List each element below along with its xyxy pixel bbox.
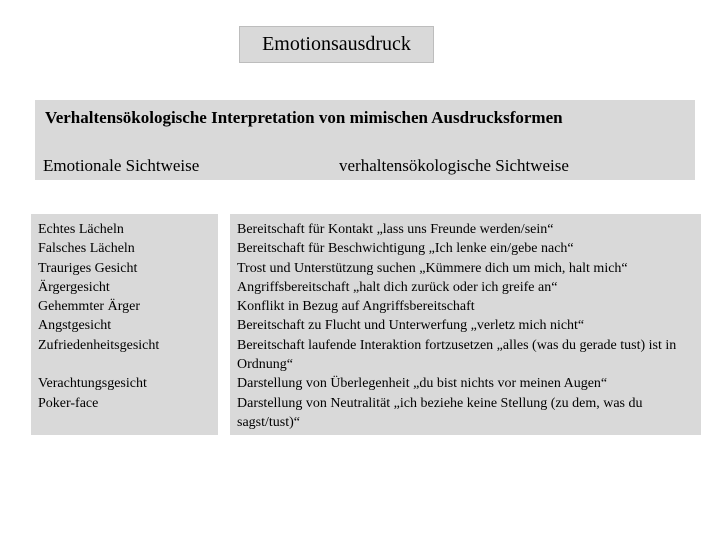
slide-title-text: Emotionsausdruck [262,33,411,55]
list-item: Bereitschaft für Kontakt „lass uns Freunde werden/sein“ [237,222,554,237]
list-item: Ärgergesicht [38,279,110,295]
list-item: Falsches Lächeln [38,241,135,257]
list-item: Bereitschaft laufende Interaktion fortzusetzen „alles (was du gerade tust) ist in Ordnung“ [237,337,677,373]
list-item: Trauriges Gesicht [38,260,138,276]
emotional-list [31,214,218,435]
emotional-view-label: Emotionale Sichtweise [43,156,200,175]
slide-title [239,26,434,63]
list-item: Angriffsbereitschaft „halt dich zurück oder ich greife an“ [237,279,558,295]
list-item: Darstellung von Überlegenheit „du bist nichts vor meinen Augen“ [237,376,608,392]
behavioral-view-label: verhaltensökologische Sichtweise [339,156,569,175]
list-item: Angstgesicht [38,318,112,334]
list-item: Echtes Lächeln [38,222,124,237]
list-item: Bereitschaft für Beschwichtigung „Ich lenke ein/gebe nach“ [237,241,574,257]
header-panel [35,100,695,180]
list-spacer [38,355,218,374]
list-item: Zufriedenheitsgesicht [38,337,160,353]
list-item: Darstellung von Neutralität „ich beziehe keine Stellung (zu dem, was du sagst/tust)“ [237,395,643,430]
list-item: Poker-face [38,395,99,411]
behavioral-list [230,214,701,435]
list-item: Verachtungsgesicht [38,376,147,392]
list-item: Gehemmter Ärger [38,299,140,315]
header-title: Verhaltensökologische Interpretation von mimischen Ausdrucksformen [45,108,563,127]
list-item: Trost und Unterstützung suchen „Kümmere dich um mich, halt mich“ [237,260,628,276]
list-item: Bereitschaft zu Flucht und Unterwerfung „verletz mich nicht“ [237,318,585,334]
list-item: Konflikt in Bezug auf Angriffsbereitschaft [237,299,475,315]
